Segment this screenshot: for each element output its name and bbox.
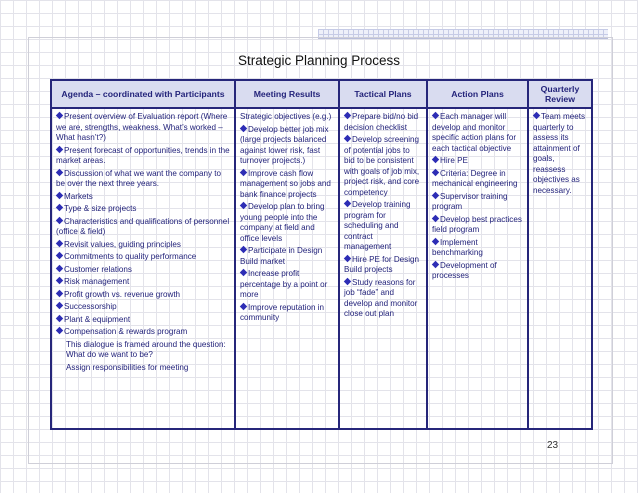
diamond-bullet-icon xyxy=(56,112,63,119)
diamond-bullet-icon xyxy=(432,191,439,198)
diamond-bullet-icon xyxy=(56,327,63,334)
list-item: Present overview of Evaluation report (Where we are, strengths, weakness. What’s worked – What hasn’t?) xyxy=(56,112,228,143)
list-item: Customer relations xyxy=(56,265,230,276)
diamond-bullet-icon xyxy=(56,191,63,198)
column-header-action-plans: Action Plans xyxy=(427,80,528,108)
diamond-bullet-icon xyxy=(56,302,63,309)
diamond-bullet-icon xyxy=(56,264,63,271)
agenda-note: This dialogue is framed around the question: What do we want to be? xyxy=(66,339,226,360)
column-header-agenda: Agenda – coordinated with Participants xyxy=(51,80,235,108)
list-item: Develop better job mix (large projects balanced against lower risk, fast turnover projects.) xyxy=(240,124,329,166)
list-item: Successorship xyxy=(56,302,230,313)
diamond-bullet-icon xyxy=(56,168,63,175)
diamond-bullet-icon xyxy=(432,214,439,221)
list-item: Hire PE xyxy=(432,156,523,167)
list-item: Develop screening of potential jobs to bid to be consistent with goals of job mix, project risk, and core competency xyxy=(344,135,420,197)
column-header-quarterly-review: Quarterly Review xyxy=(528,80,592,108)
diamond-bullet-icon xyxy=(56,252,63,259)
diamond-bullet-icon xyxy=(432,168,439,175)
agenda-note: Assign responsibilities for meeting xyxy=(66,362,189,372)
diamond-bullet-icon xyxy=(344,278,351,285)
list-item: Improve cash flow management so jobs and bank finance projects xyxy=(240,168,331,199)
list-item: Implement benchmarking xyxy=(432,237,483,258)
list-item: Profit growth vs. revenue growth xyxy=(56,290,230,301)
diamond-bullet-icon xyxy=(432,260,439,267)
list-item: Develop training program for scheduling and contract management xyxy=(344,200,411,252)
slide-title: Strategic Planning Process xyxy=(237,53,401,68)
diamond-bullet-icon xyxy=(240,202,247,209)
list-item: Study reasons for job “fade” and develop and monitor close out plan xyxy=(344,277,418,319)
meeting-results-intro: Strategic objectives (e.g.) xyxy=(240,112,332,121)
diamond-bullet-icon xyxy=(432,237,439,244)
diamond-bullet-icon xyxy=(56,290,63,297)
diamond-bullet-icon xyxy=(56,145,63,152)
strategic-planning-table xyxy=(50,79,593,430)
diamond-bullet-icon xyxy=(344,254,351,261)
list-item: Improve reputation in community xyxy=(240,302,325,323)
list-item: Prepare bid/no bid decision checklist xyxy=(344,112,419,132)
diamond-bullet-icon xyxy=(56,239,63,246)
page-number: 23 xyxy=(547,440,559,451)
tactical-plans-cell xyxy=(339,108,427,429)
diamond-bullet-icon xyxy=(56,277,63,284)
list-item: Markets xyxy=(56,192,230,203)
diamond-bullet-icon xyxy=(344,135,351,142)
table-header-row xyxy=(51,80,592,108)
diamond-bullet-icon xyxy=(240,303,247,310)
column-header-tactical-plans: Tactical Plans xyxy=(339,80,427,108)
list-item: Type & size projects xyxy=(56,204,230,215)
diamond-bullet-icon xyxy=(240,168,247,175)
diamond-bullet-icon xyxy=(240,269,247,276)
diamond-bullet-icon xyxy=(432,156,439,163)
list-item: Develop best practices field program xyxy=(432,214,522,235)
list-item: Plant & equipment xyxy=(56,315,230,326)
diamond-bullet-icon xyxy=(533,112,540,119)
list-item: Hire PE for Design Build projects xyxy=(344,254,420,275)
list-item: Discussion of what we want the company to be over the next three years. xyxy=(56,168,222,189)
list-item: Supervisor training program xyxy=(432,191,508,212)
diamond-bullet-icon xyxy=(56,204,63,211)
diamond-bullet-icon xyxy=(344,112,351,119)
list-item: Participate in Design Build market xyxy=(240,246,323,266)
diamond-bullet-icon xyxy=(240,124,247,131)
table-row xyxy=(51,108,592,429)
diamond-bullet-icon xyxy=(240,246,247,253)
list-item: Risk management xyxy=(56,277,230,288)
list-item: Characteristics and qualifications of personnel (office & field) xyxy=(56,216,230,237)
diamond-bullet-icon xyxy=(432,112,439,119)
list-item: Each manager will develop and monitor specific action plans for each tactical objective xyxy=(432,112,517,153)
diamond-bullet-icon xyxy=(56,216,63,223)
list-item: Present forecast of opportunities, trends in the market areas. xyxy=(56,145,230,166)
list-item: Increase profit percentage by a point or more xyxy=(240,269,328,300)
quarterly-review-cell xyxy=(528,108,592,429)
column-header-meeting-results: Meeting Results xyxy=(235,80,339,108)
diamond-bullet-icon xyxy=(344,200,351,207)
list-item: Team meets quarterly to assess its attainment of goals, reassess objectives as necessary. xyxy=(533,112,586,195)
diamond-bullet-icon xyxy=(56,315,63,322)
list-item: Compensation & rewards program xyxy=(56,327,230,338)
list-item: Development of processes xyxy=(432,260,497,281)
action-plans-cell xyxy=(427,108,528,429)
meeting-results-cell xyxy=(235,108,339,429)
list-item: Develop plan to bring young people into the company at field and office levels xyxy=(240,202,325,243)
agenda-cell xyxy=(51,108,235,429)
list-item: Criteria: Degree in mechanical engineering xyxy=(432,168,518,189)
list-item: Commitments to quality performance xyxy=(56,252,230,263)
list-item: Revisit values, guiding principles xyxy=(56,240,230,251)
